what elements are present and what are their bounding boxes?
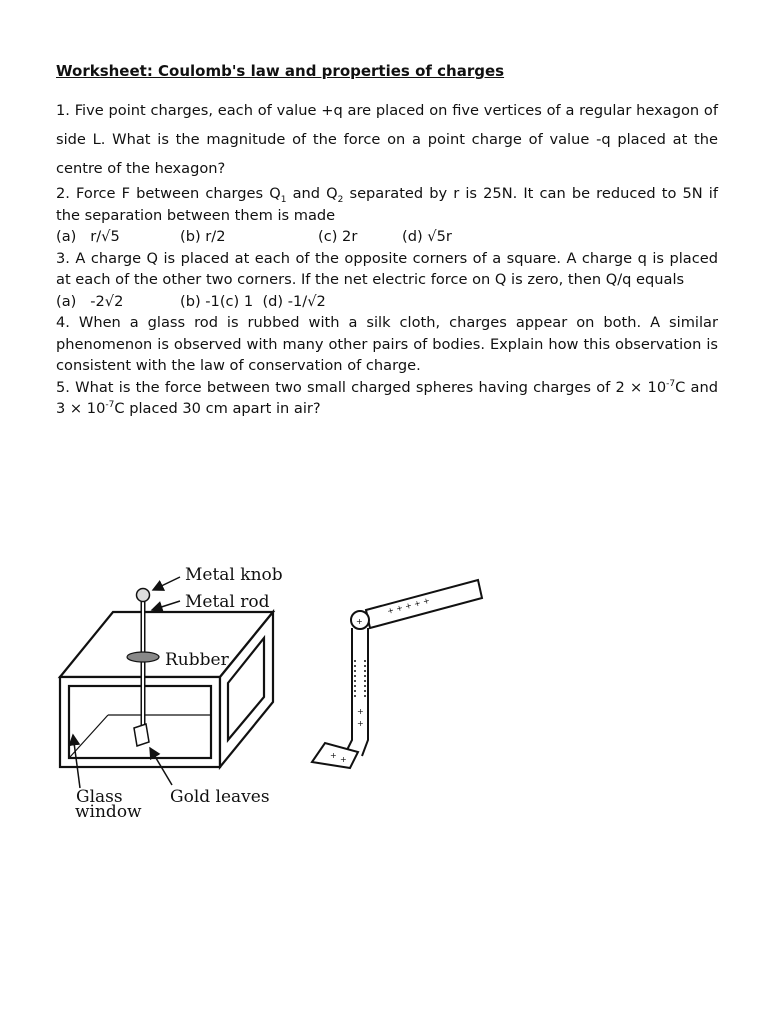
question-1: 1. Five point charges, each of value +q are placed on five vertices of a regular hexagon of side L. What is the magnitude of the force on a point charge of value -q placed at the centre of the hexagon?	[56, 102, 718, 177]
svg-text:+: +	[340, 755, 347, 764]
option-a: (a) r/√5	[56, 228, 120, 245]
option-d: (d) √5r	[402, 228, 452, 245]
worksheet-title: Worksheet: Coulomb's law and properties of charges	[56, 62, 505, 80]
svg-text:+: +	[357, 719, 364, 728]
rubber-stopper-shape	[127, 652, 159, 662]
label-gold-leaves: Gold leaves	[170, 787, 270, 807]
metal-knob-shape	[137, 589, 150, 602]
question-2	[56, 183, 718, 248]
gold-leaves-shape	[134, 724, 149, 746]
svg-text:+: +	[356, 617, 363, 626]
electroscope-box	[60, 612, 273, 767]
question-3-text: 3. A charge Q is placed at each of the opposite corners of a square. A charge q is placed at each of the other two corners. If the net electric force on Q is zero, then Q/q equals	[56, 249, 718, 288]
label-metal-knob: Metal knob	[185, 565, 283, 585]
question-2-text: 2. Force F between charges $Q_1$ and $Q_2$ separated by r is 25N. It can be reduced to 5N if the separation between them is made	[56, 185, 718, 224]
electroscope-figure	[0, 540, 768, 840]
option-b: (b) r/2	[180, 228, 226, 245]
option-a: (a) -2√2	[56, 292, 124, 310]
options-b-c-d: (b) -1(c) 1 (d) -1/√2	[180, 292, 326, 310]
label-metal-rod: Metal rod	[185, 592, 270, 612]
question-5: 5. What is the force between two small charged spheres having charges of $2 \times 10^{-7}C$ and $3 \times 10^{-7}C$ placed 30 cm apart in air?	[56, 378, 718, 417]
svg-text:+ + + + +: + + + + +	[386, 595, 431, 616]
label-rubber: Rubber	[165, 650, 229, 670]
question-3	[56, 248, 718, 313]
svg-text:+: +	[357, 707, 364, 716]
worksheet	[56, 62, 718, 420]
question-4: 4. When a glass rod is rubbed with a silk cloth, charges appear on both. A similar phenomenon is observed with many other pairs of bodies. Explain how this observation is consistent with the law of conservation of charge.	[56, 314, 718, 374]
question-3-options	[56, 291, 718, 313]
svg-text:+: +	[330, 751, 337, 760]
label-glass: Glass	[76, 787, 123, 807]
label-window: window	[75, 802, 142, 822]
option-c: (c) 2r	[318, 228, 358, 245]
question-2-options	[56, 226, 718, 248]
